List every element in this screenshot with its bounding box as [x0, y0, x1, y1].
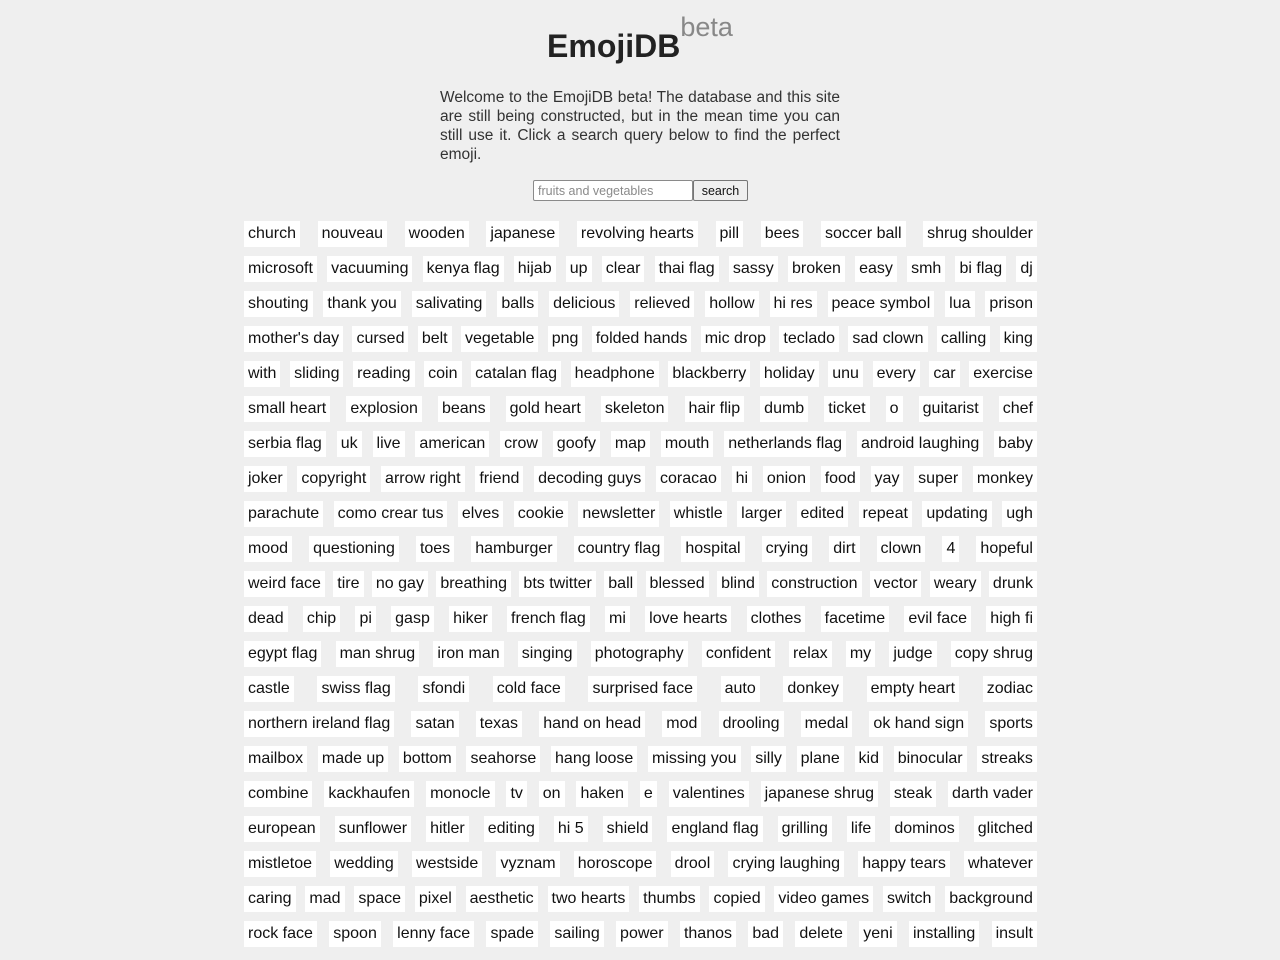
search-tag[interactable]: decoding guys — [534, 466, 645, 492]
search-tag[interactable]: hang loose — [551, 746, 637, 772]
search-tag[interactable]: revolving hearts — [577, 221, 698, 247]
search-tag[interactable]: smh — [907, 256, 945, 282]
search-tag[interactable]: plane — [797, 746, 844, 772]
search-tag[interactable]: super — [914, 466, 962, 492]
search-tag[interactable]: weird face — [244, 571, 325, 597]
search-input[interactable] — [533, 180, 693, 201]
search-tag[interactable]: calling — [937, 326, 990, 352]
search-tag[interactable]: confident — [702, 641, 775, 667]
search-tag[interactable]: mad — [305, 886, 344, 912]
search-tag[interactable]: ugh — [1002, 501, 1037, 527]
tag-list — [244, 221, 1037, 956]
search-tag[interactable]: small heart — [244, 396, 330, 422]
search-tag[interactable]: judge — [889, 641, 936, 667]
search-tag[interactable]: repeat — [859, 501, 912, 527]
intro-text: Welcome to the EmojiDB beta! The database and this site are still being constructed, but in the mean time you can still use it. Click a search query below to find the perfect emoji. — [440, 89, 840, 163]
search-tag[interactable]: rock face — [244, 921, 317, 947]
search-tag[interactable]: installing — [909, 921, 979, 947]
search-tag[interactable]: larger — [737, 501, 786, 527]
search-tag[interactable]: sfondi — [418, 676, 469, 702]
search-tag[interactable]: mod — [662, 711, 701, 737]
search-tag[interactable]: balls — [497, 291, 538, 317]
search-tag[interactable]: aesthetic — [466, 886, 538, 912]
search-tag[interactable]: android laughing — [857, 431, 983, 457]
search-tag[interactable]: kenya flag — [423, 256, 504, 282]
search-tag[interactable]: crying laughing — [728, 851, 844, 877]
search-tag[interactable]: delicious — [549, 291, 619, 317]
search-tag[interactable]: blackberry — [668, 361, 750, 387]
search-tag[interactable]: whatever — [964, 851, 1037, 877]
search-tag[interactable]: copy shrug — [951, 641, 1037, 667]
tag-row — [244, 466, 1037, 492]
search-tag[interactable]: country flag — [574, 536, 665, 562]
search-tag[interactable]: vegetable — [461, 326, 538, 352]
search-tag[interactable]: ball — [604, 571, 637, 597]
search-tag[interactable]: construction — [767, 571, 861, 597]
search-tag[interactable]: chip — [303, 606, 340, 632]
search-tag[interactable]: my — [846, 641, 875, 667]
search-tag[interactable]: sassy — [729, 256, 778, 282]
search-tag[interactable]: hand on head — [539, 711, 645, 737]
search-tag[interactable]: soccer ball — [821, 221, 905, 247]
search-tag[interactable]: cold face — [493, 676, 565, 702]
search-tag[interactable]: lua — [945, 291, 974, 317]
search-form — [533, 180, 748, 202]
tag-row — [244, 711, 1037, 737]
search-tag[interactable]: vacuuming — [327, 256, 412, 282]
search-tag[interactable]: elves — [458, 501, 503, 527]
tag-row — [244, 641, 1037, 667]
search-tag[interactable]: photography — [591, 641, 688, 667]
search-tag[interactable]: yay — [871, 466, 904, 492]
search-tag[interactable]: tire — [333, 571, 363, 597]
search-tag[interactable]: hamburger — [471, 536, 556, 562]
search-tag[interactable]: iron man — [433, 641, 503, 667]
search-tag[interactable]: newsletter — [578, 501, 659, 527]
search-tag[interactable]: mood — [244, 536, 292, 562]
search-tag[interactable]: lenny face — [393, 921, 474, 947]
search-tag[interactable]: pi — [355, 606, 375, 632]
search-tag[interactable]: japanese shrug — [761, 781, 878, 807]
search-tag[interactable]: png — [548, 326, 583, 352]
search-tag[interactable]: japanese — [486, 221, 559, 247]
search-tag[interactable]: sad clown — [848, 326, 927, 352]
search-tag[interactable]: wedding — [330, 851, 398, 877]
search-tag[interactable]: easy — [855, 256, 897, 282]
search-tag[interactable]: car — [929, 361, 959, 387]
search-tag[interactable]: egypt flag — [244, 641, 321, 667]
search-tag[interactable]: hiker — [449, 606, 492, 632]
search-tag[interactable]: toes — [416, 536, 454, 562]
search-tag[interactable]: streaks — [977, 746, 1037, 772]
search-tag[interactable]: missing you — [648, 746, 740, 772]
search-tag[interactable]: shield — [603, 816, 653, 842]
search-tag[interactable]: horoscope — [574, 851, 657, 877]
search-tag[interactable]: french flag — [507, 606, 590, 632]
search-tag[interactable]: vector — [870, 571, 922, 597]
search-tag[interactable]: man shrug — [336, 641, 420, 667]
search-tag[interactable]: wooden — [405, 221, 469, 247]
search-tag[interactable]: bi flag — [955, 256, 1006, 282]
search-tag[interactable]: auto — [721, 676, 760, 702]
tag-row — [244, 291, 1037, 317]
beta-badge: beta — [680, 12, 733, 42]
search-tag[interactable]: background — [945, 886, 1037, 912]
search-tag[interactable]: kackhaufen — [324, 781, 414, 807]
search-tag[interactable]: copyright — [297, 466, 370, 492]
search-tag[interactable]: no gay — [372, 571, 428, 597]
search-tag[interactable]: parachute — [244, 501, 323, 527]
search-tag[interactable]: thai flag — [655, 256, 719, 282]
search-tag[interactable]: joker — [244, 466, 287, 492]
search-tag[interactable]: beans — [438, 396, 490, 422]
search-tag[interactable]: cookie — [514, 501, 568, 527]
search-tag[interactable]: hair flip — [685, 396, 745, 422]
search-tag[interactable]: live — [373, 431, 405, 457]
search-tag[interactable]: 4 — [942, 536, 959, 562]
search-tag[interactable]: blind — [717, 571, 759, 597]
search-tag[interactable]: map — [611, 431, 650, 457]
search-tag[interactable]: dead — [244, 606, 288, 632]
search-tag[interactable]: blessed — [646, 571, 709, 597]
tag-row — [244, 606, 1037, 632]
search-tag[interactable]: seahorse — [466, 746, 540, 772]
search-tag[interactable]: serbia flag — [244, 431, 326, 457]
search-tag[interactable]: european — [244, 816, 320, 842]
search-tag[interactable]: teclado — [779, 326, 839, 352]
search-tag[interactable]: empty heart — [867, 676, 959, 702]
search-tag[interactable]: mic drop — [701, 326, 770, 352]
search-tag[interactable]: mouth — [661, 431, 713, 457]
search-tag[interactable]: salivating — [412, 291, 487, 317]
search-tag[interactable]: food — [821, 466, 860, 492]
search-tag[interactable]: whistle — [670, 501, 727, 527]
tag-row — [244, 571, 1037, 597]
search-tag[interactable]: shrug shoulder — [923, 221, 1037, 247]
tag-row — [244, 221, 1037, 247]
search-tag[interactable]: hi — [732, 466, 752, 492]
search-tag[interactable]: grilling — [778, 816, 832, 842]
search-tag[interactable]: up — [566, 256, 592, 282]
search-tag[interactable]: clothes — [747, 606, 806, 632]
tag-row — [244, 431, 1037, 457]
search-tag[interactable]: prison — [985, 291, 1037, 317]
search-tag[interactable]: updating — [922, 501, 991, 527]
search-tag[interactable]: mailbox — [244, 746, 307, 772]
search-tag[interactable]: valentines — [669, 781, 749, 807]
search-tag[interactable]: facetime — [821, 606, 889, 632]
search-tag[interactable]: exercise — [969, 361, 1037, 387]
search-tag[interactable]: power — [616, 921, 668, 947]
search-tag[interactable]: nouveau — [318, 221, 387, 247]
search-tag[interactable]: love hearts — [645, 606, 731, 632]
search-tag[interactable]: monocle — [426, 781, 494, 807]
header — [0, 12, 1280, 70]
search-tag[interactable]: hi 5 — [554, 816, 588, 842]
search-tag[interactable]: sports — [985, 711, 1037, 737]
search-tag[interactable]: monkey — [973, 466, 1037, 492]
search-tag[interactable]: space — [354, 886, 405, 912]
search-tag[interactable]: american — [415, 431, 489, 457]
search-tag[interactable]: headphone — [571, 361, 659, 387]
tag-row — [244, 921, 1037, 947]
tag-row — [244, 676, 1037, 702]
search-tag[interactable]: yeni — [859, 921, 896, 947]
search-tag[interactable]: every — [873, 361, 920, 387]
search-tag[interactable]: uk — [337, 431, 362, 457]
tag-row — [244, 256, 1037, 282]
search-tag[interactable]: copied — [709, 886, 764, 912]
search-tag[interactable]: onion — [763, 466, 810, 492]
search-tag[interactable]: caring — [244, 886, 296, 912]
search-tag[interactable]: binocular — [894, 746, 967, 772]
search-tag[interactable]: kid — [855, 746, 883, 772]
search-tag[interactable]: gold heart — [506, 396, 585, 422]
search-tag[interactable]: chef — [999, 396, 1037, 422]
search-tag[interactable]: peace symbol — [828, 291, 935, 317]
search-tag[interactable]: weary — [930, 571, 981, 597]
search-tag[interactable]: mistletoe — [244, 851, 316, 877]
search-tag[interactable]: surprised face — [588, 676, 697, 702]
tag-row — [244, 886, 1037, 912]
search-tag[interactable]: ok hand sign — [869, 711, 968, 737]
search-tag[interactable]: hopeful — [976, 536, 1037, 562]
tag-row — [244, 816, 1037, 842]
search-tag[interactable]: england flag — [667, 816, 762, 842]
search-tag[interactable]: coracao — [656, 466, 721, 492]
search-tag[interactable]: dumb — [760, 396, 808, 422]
search-tag[interactable]: bad — [748, 921, 783, 947]
search-tag[interactable]: bottom — [399, 746, 456, 772]
search-tag[interactable]: sailing — [550, 921, 603, 947]
search-tag[interactable]: castle — [244, 676, 294, 702]
search-tag[interactable]: netherlands flag — [724, 431, 846, 457]
search-tag[interactable]: silly — [751, 746, 786, 772]
search-tag[interactable]: edited — [797, 501, 849, 527]
search-tag[interactable]: relieved — [630, 291, 694, 317]
search-tag[interactable]: drool — [671, 851, 715, 877]
search-tag[interactable]: bees — [761, 221, 804, 247]
search-tag[interactable]: baby — [994, 431, 1037, 457]
search-tag[interactable]: thumbs — [639, 886, 699, 912]
search-tag[interactable]: singing — [518, 641, 577, 667]
tag-row — [244, 851, 1037, 877]
search-tag[interactable]: darth vader — [948, 781, 1037, 807]
tag-row — [244, 781, 1037, 807]
search-tag[interactable]: high fi — [986, 606, 1037, 632]
search-tag[interactable]: relax — [789, 641, 832, 667]
search-tag[interactable]: haken — [576, 781, 628, 807]
search-tag[interactable]: clown — [877, 536, 926, 562]
search-tag[interactable]: life — [847, 816, 875, 842]
search-tag[interactable]: sunflower — [335, 816, 411, 842]
search-tag[interactable]: zodiac — [983, 676, 1037, 702]
tag-row — [244, 501, 1037, 527]
search-tag[interactable]: evil face — [904, 606, 971, 632]
search-tag[interactable]: combine — [244, 781, 312, 807]
search-tag[interactable]: with — [244, 361, 280, 387]
search-tag[interactable]: donkey — [783, 676, 843, 702]
search-tag[interactable]: drunk — [989, 571, 1037, 597]
search-tag[interactable]: video games — [774, 886, 873, 912]
search-tag[interactable]: made up — [318, 746, 388, 772]
search-tag[interactable]: como crear tus — [334, 501, 448, 527]
tag-row — [244, 361, 1037, 387]
search-tag[interactable]: explosion — [346, 396, 422, 422]
search-tag[interactable]: happy tears — [858, 851, 950, 877]
search-tag[interactable]: spade — [486, 921, 538, 947]
search-tag[interactable]: pixel — [415, 886, 456, 912]
search-button[interactable]: search — [693, 180, 748, 201]
search-tag[interactable]: northern ireland flag — [244, 711, 394, 737]
search-tag[interactable]: thanos — [680, 921, 736, 947]
search-tag[interactable]: drooling — [719, 711, 784, 737]
search-tag[interactable]: pill — [716, 221, 744, 247]
search-tag[interactable]: hijab — [514, 256, 556, 282]
search-tag[interactable]: breathing — [436, 571, 511, 597]
search-tag[interactable]: goofy — [553, 431, 600, 457]
search-tag[interactable]: questioning — [309, 536, 399, 562]
tag-row — [244, 536, 1037, 562]
search-tag[interactable]: dominos — [890, 816, 958, 842]
search-tag[interactable]: delete — [795, 921, 847, 947]
search-tag[interactable]: clear — [602, 256, 645, 282]
search-tag[interactable]: sliding — [290, 361, 343, 387]
search-tag[interactable]: westside — [412, 851, 482, 877]
search-tag[interactable]: on — [539, 781, 565, 807]
search-tag[interactable]: unu — [828, 361, 863, 387]
search-tag[interactable]: hi res — [770, 291, 817, 317]
search-tag[interactable]: thank you — [323, 291, 400, 317]
search-tag[interactable]: hollow — [705, 291, 758, 317]
tag-row — [244, 746, 1037, 772]
search-tag[interactable]: ticket — [824, 396, 869, 422]
search-tag[interactable]: belt — [418, 326, 452, 352]
search-tag[interactable]: tv — [506, 781, 526, 807]
search-tag[interactable]: spoon — [329, 921, 381, 947]
search-tag[interactable]: texas — [476, 711, 522, 737]
search-tag[interactable]: hitler — [426, 816, 469, 842]
search-tag[interactable]: cursed — [352, 326, 408, 352]
search-tag[interactable]: friend — [475, 466, 523, 492]
search-tag[interactable]: insult — [992, 921, 1037, 947]
search-tag[interactable]: swiss flag — [317, 676, 394, 702]
search-tag[interactable]: two hearts — [548, 886, 630, 912]
search-tag[interactable]: editing — [484, 816, 539, 842]
search-tag[interactable]: dj — [1016, 256, 1036, 282]
search-tag[interactable]: vyznam — [496, 851, 559, 877]
search-tag[interactable]: medal — [801, 711, 853, 737]
search-tag[interactable]: glitched — [974, 816, 1037, 842]
search-tag[interactable]: skeleton — [601, 396, 669, 422]
search-tag[interactable]: e — [640, 781, 657, 807]
search-tag[interactable]: king — [1000, 326, 1037, 352]
search-tag[interactable]: crow — [500, 431, 542, 457]
search-tag[interactable]: catalan flag — [471, 361, 561, 387]
search-tag[interactable]: satan — [411, 711, 458, 737]
search-tag[interactable]: broken — [788, 256, 845, 282]
search-tag[interactable]: mi — [605, 606, 630, 632]
search-tag[interactable]: arrow right — [381, 466, 465, 492]
search-tag[interactable]: gasp — [391, 606, 434, 632]
search-tag[interactable]: dirt — [829, 536, 859, 562]
search-tag[interactable]: shouting — [244, 291, 313, 317]
site-title[interactable]: EmojiDB — [547, 28, 681, 64]
search-tag[interactable]: guitarist — [919, 396, 983, 422]
search-tag[interactable]: reading — [353, 361, 414, 387]
tag-row — [244, 396, 1037, 422]
search-tag[interactable]: church — [244, 221, 300, 247]
tag-row — [244, 326, 1037, 352]
search-tag[interactable]: crying — [762, 536, 813, 562]
search-tag[interactable]: microsoft — [244, 256, 317, 282]
search-tag[interactable]: holiday — [760, 361, 819, 387]
search-tag[interactable]: mother's day — [244, 326, 343, 352]
search-tag[interactable]: hospital — [681, 536, 744, 562]
search-tag[interactable]: o — [886, 396, 903, 422]
search-tag[interactable]: bts twitter — [519, 571, 595, 597]
search-tag[interactable]: folded hands — [592, 326, 692, 352]
search-tag[interactable]: steak — [890, 781, 936, 807]
search-tag[interactable]: coin — [424, 361, 461, 387]
search-tag[interactable]: switch — [883, 886, 935, 912]
